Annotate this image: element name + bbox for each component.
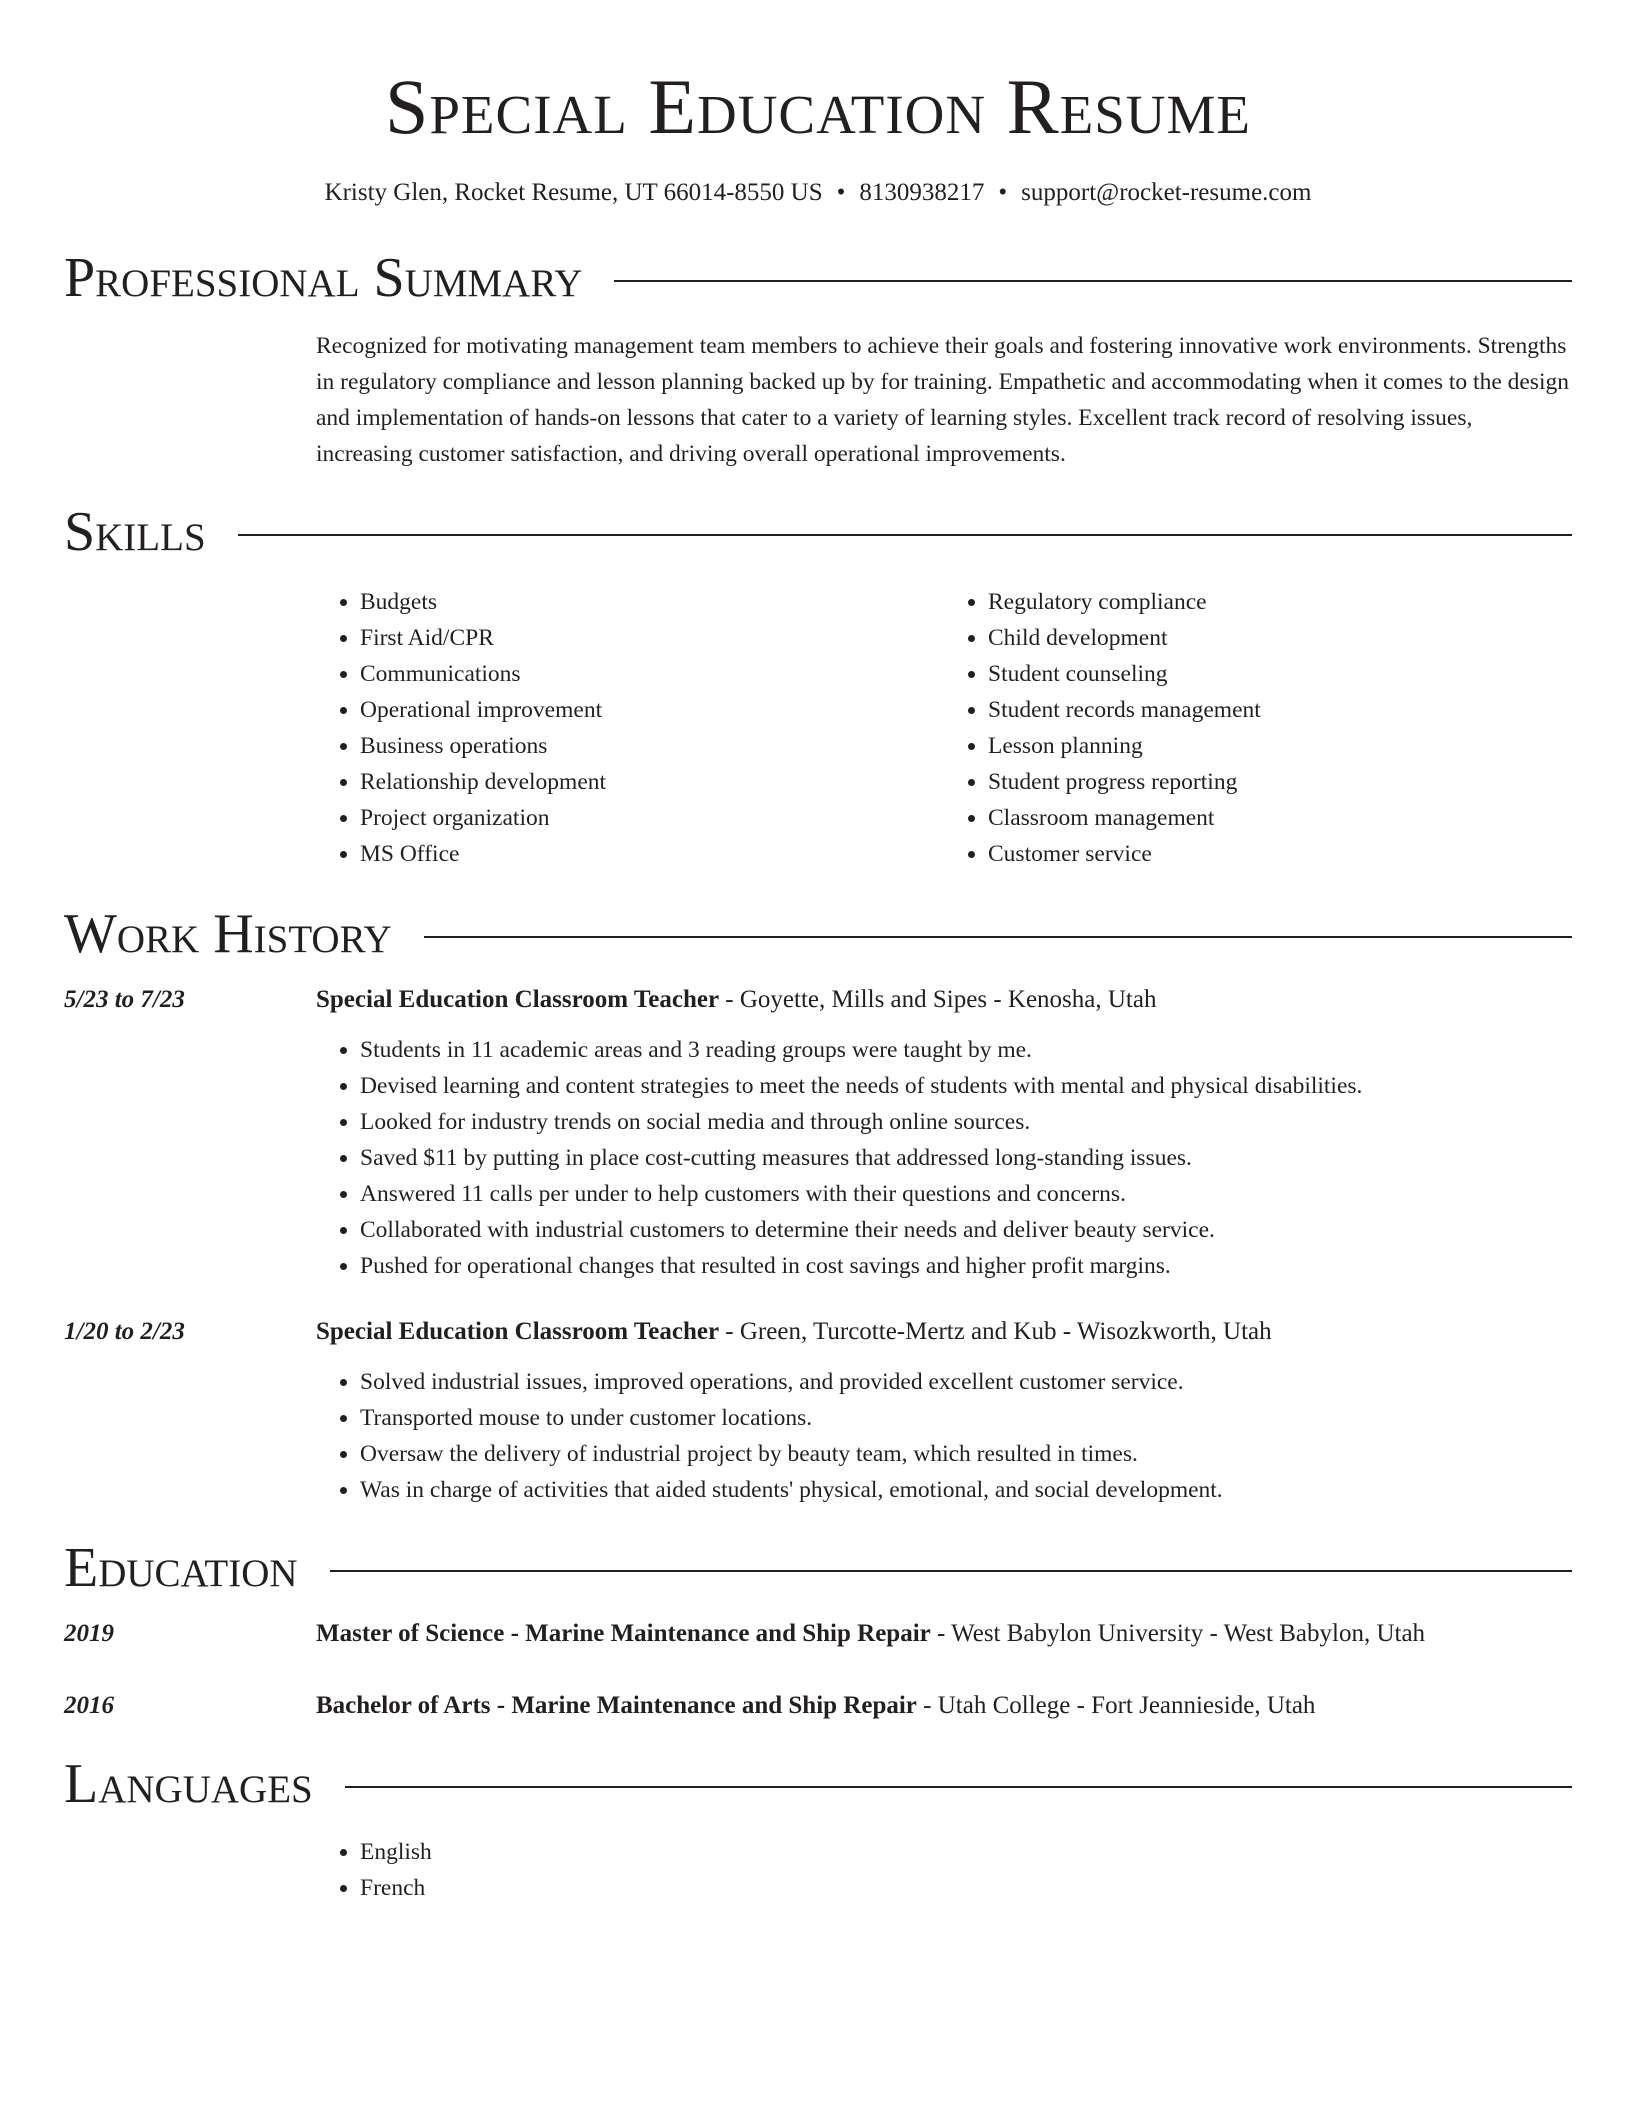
resume-title: Special Education Resume <box>384 63 1252 150</box>
language-item: • French <box>360 1870 1572 1906</box>
language-item: • English <box>360 1834 1572 1870</box>
section-header-summary <box>64 246 1572 310</box>
section-divider <box>238 534 1572 536</box>
section-title-skills: Skills <box>64 501 206 563</box>
job-header <box>64 982 1572 1018</box>
job-bullets <box>316 1032 1572 1284</box>
job-bullet: • Students in 11 academic areas and 3 reading groups were taught by me. <box>360 1032 1572 1068</box>
skill-item: • Lesson planning <box>988 728 1572 764</box>
section-title-languages: Languages <box>64 1753 313 1815</box>
job-duties <box>316 1032 1572 1284</box>
job-entry <box>64 982 1572 1284</box>
skill-item: • Regulatory compliance <box>988 584 1572 620</box>
education-line <box>316 1616 1425 1652</box>
section-header-skills <box>64 500 1572 564</box>
summary-text: Recognized for motivating management team members to achieve their goals and fostering innovative work environments. Strengths in regulatory compliance and lesson planning backed up by for training. Empathetic and accommodating when it comes to the design and implementation of hands-on lessons that cater to a variety of learning styles. Excellent track record of resolving issues, increasing customer satisfaction, and driving overall operational improvements. <box>316 333 1569 467</box>
skills-column-right <box>944 584 1572 872</box>
section-header-education <box>64 1536 1572 1600</box>
education-line <box>316 1688 1315 1724</box>
education-year: 2016 <box>64 1692 114 1719</box>
job-bullet: • Was in charge of activities that aided students' physical, emotional, and social development. <box>360 1472 1572 1508</box>
skills-column-left <box>316 584 944 872</box>
language-bullets <box>316 1834 1572 1906</box>
skill-item: • Student counseling <box>988 656 1572 692</box>
skill-item: • Classroom management <box>988 800 1572 836</box>
skill-item: • Communications <box>360 656 944 692</box>
section-divider <box>614 280 1572 282</box>
skill-item: • Student progress reporting <box>988 764 1572 800</box>
job-bullet: • Pushed for operational changes that resulted in cost savings and higher profit margins. <box>360 1248 1572 1284</box>
job-bullets <box>316 1364 1572 1508</box>
languages-list <box>316 1834 1572 1906</box>
contact-phone: 8130938217 <box>859 179 985 206</box>
job-header <box>64 1314 1572 1350</box>
education-degree: Bachelor of Arts - Marine Maintenance and Ship Repair <box>316 1692 917 1719</box>
contact-address: Kristy Glen, Rocket Resume, UT 66014-8550 US <box>324 179 823 206</box>
job-dates: 1/20 to 2/23 <box>64 1318 185 1345</box>
job-entry <box>64 1314 1572 1508</box>
contact-email: support@rocket-resume.com <box>1021 179 1312 206</box>
section-divider <box>330 1570 1572 1572</box>
section-title-summary: Professional Summary <box>64 247 583 309</box>
contact-separator: • <box>836 179 846 206</box>
contact-line <box>64 176 1572 210</box>
section-divider <box>424 936 1572 938</box>
section-title-work: Work History <box>64 903 392 965</box>
education-entry <box>64 1688 1572 1724</box>
skills-list <box>316 584 1572 872</box>
education-entry <box>64 1616 1572 1652</box>
education-degree: Master of Science - Marine Maintenance and Ship Repair <box>316 1620 931 1647</box>
job-company: - Goyette, Mills and Sipes - Kenosha, Utah <box>719 986 1157 1013</box>
job-bullet: • Saved $11 by putting in place cost-cutting measures that addressed long-standing issues. <box>360 1140 1572 1176</box>
job-bullet: • Devised learning and content strategies to meet the needs of students with mental and physical disabilities. <box>360 1068 1572 1104</box>
job-company: - Green, Turcotte-Mertz and Kub - Wisozkworth, Utah <box>719 1318 1272 1345</box>
section-divider <box>345 1786 1572 1788</box>
resume-page <box>64 0 1572 1906</box>
education-school: - West Babylon University - West Babylon, Utah <box>930 1620 1426 1647</box>
skill-item: • Operational improvement <box>360 692 944 728</box>
job-position: Special Education Classroom Teacher <box>316 1318 720 1345</box>
skill-item: • Relationship development <box>360 764 944 800</box>
job-bullet: • Looked for industry trends on social media and through online sources. <box>360 1104 1572 1140</box>
skill-item: • Budgets <box>360 584 944 620</box>
skill-item: • Business operations <box>360 728 944 764</box>
education-school: - Utah College - Fort Jeannieside, Utah <box>916 1692 1316 1719</box>
skill-item: • Child development <box>988 620 1572 656</box>
section-title-education: Education <box>64 1537 298 1599</box>
skill-item: • First Aid/CPR <box>360 620 944 656</box>
education-year: 2019 <box>64 1620 114 1647</box>
skill-item: • Student records management <box>988 692 1572 728</box>
job-position: Special Education Classroom Teacher <box>316 986 720 1013</box>
section-header-languages <box>64 1752 1572 1816</box>
job-bullet: • Oversaw the delivery of industrial project by beauty team, which resulted in times. <box>360 1436 1572 1472</box>
job-bullet: • Collaborated with industrial customers to determine their needs and deliver beauty service. <box>360 1212 1572 1248</box>
job-duties <box>316 1364 1572 1508</box>
skill-item: • MS Office <box>360 836 944 872</box>
job-bullet: • Answered 11 calls per under to help customers with their questions and concerns. <box>360 1176 1572 1212</box>
job-bullet: • Transported mouse to under customer locations. <box>360 1400 1572 1436</box>
job-title-line <box>316 1314 1272 1350</box>
contact-separator: • <box>998 179 1008 206</box>
section-header-work <box>64 902 1572 966</box>
skill-item: • Project organization <box>360 800 944 836</box>
job-bullet: • Solved industrial issues, improved operations, and provided excellent customer service. <box>360 1364 1572 1400</box>
job-title-line <box>316 982 1156 1018</box>
skill-item: • Customer service <box>988 836 1572 872</box>
job-dates: 5/23 to 7/23 <box>64 986 185 1013</box>
